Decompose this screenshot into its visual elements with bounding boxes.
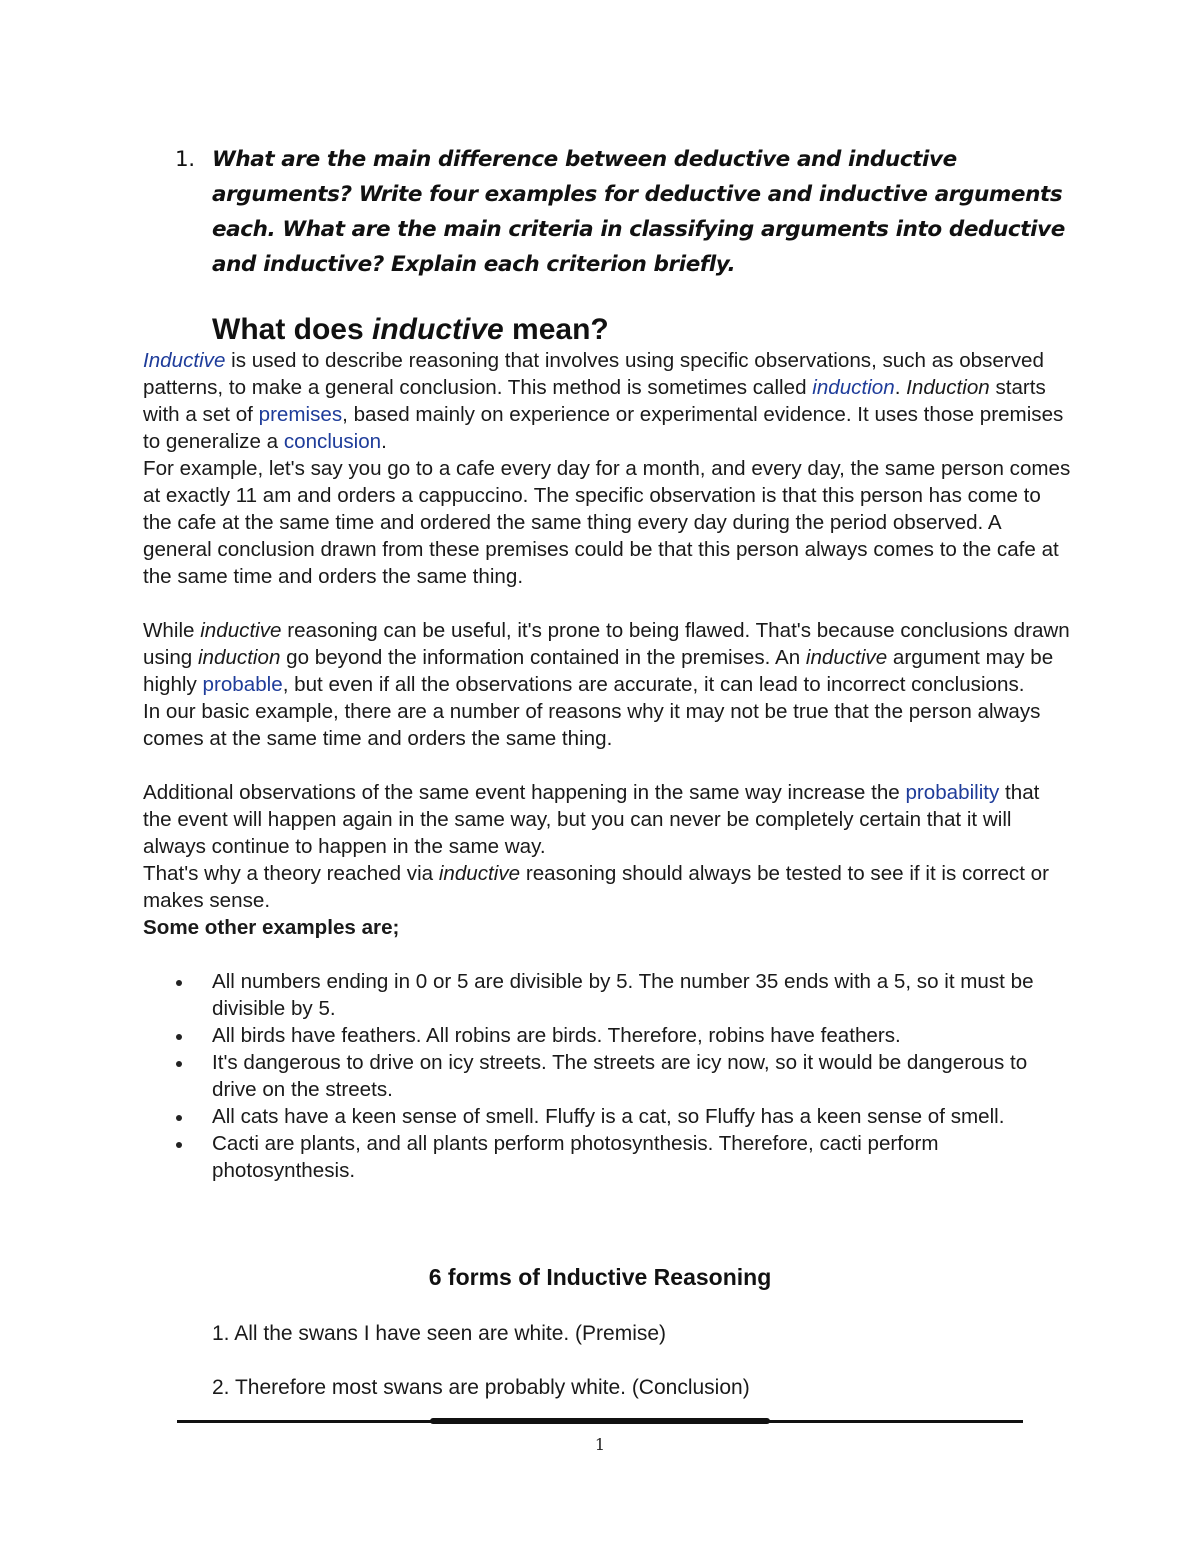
bullet-icon <box>176 980 182 986</box>
para1-text-5: . <box>381 430 387 453</box>
para5-text-2: that the event will happen again in the same way, but you can never be completely certain that it will always continue to happen in the same way. <box>143 781 1040 858</box>
bullet-icon <box>176 1034 182 1040</box>
paragraph-definition <box>143 347 1073 455</box>
example-text: All numbers ending in 0 or 5 are divisible by 5. The number 35 ends with a 5, so it must be divisible by 5. <box>212 970 1034 1020</box>
para3-inductive-2: inductive <box>805 646 888 669</box>
heading-part-1: What does <box>212 313 373 346</box>
para3-text-2: reasoning can be useful, it's prone to being flawed. That's because conclusions drawn using <box>143 619 1070 669</box>
forms-heading: 6 forms of Inductive Reasoning <box>428 1264 772 1290</box>
para1-text-2: . <box>894 376 907 399</box>
bullet-icon <box>176 1061 182 1067</box>
form-premise-line: 1. All the swans I have seen are white. (Premise) <box>212 1322 667 1345</box>
form-conclusion-line: 2. Therefore most swans are probably white. (Conclusion) <box>212 1376 750 1399</box>
examples-label: Some other examples are; <box>143 916 400 939</box>
question-text: What are the main difference between deductive and inductive arguments? Write four examples for deductive and inductive arguments each. What are the main criteria in classifying arguments into deductive and inductive? Explain each criterion briefly. <box>212 147 1065 277</box>
para3-text-4: argument may be highly <box>143 646 1054 696</box>
para1-induction: Induction <box>906 376 990 399</box>
example-text: All birds have feathers. All robins are birds. Therefore, robins have feathers. <box>212 1024 901 1047</box>
para3-text-5: , but even if all the observations are accurate, it can lead to incorrect conclusions. <box>282 673 1025 696</box>
question-block <box>175 142 1075 282</box>
para6-inductive: inductive <box>438 862 521 885</box>
para6-text-2: reasoning should always be tested to see if it is correct or makes sense. <box>143 862 1049 912</box>
para3-inductive-1: inductive <box>200 619 282 642</box>
list-item <box>143 968 1073 1022</box>
link-conclusion[interactable]: conclusion <box>283 430 382 453</box>
para3-induction: induction <box>197 646 281 669</box>
list-item <box>143 1130 1073 1184</box>
para1-text-3: starts with a set of <box>143 376 1046 426</box>
example-text: It's dangerous to drive on icy streets. The streets are icy now, so it would be dangerous to drive on the streets. <box>212 1051 1028 1101</box>
link-probability[interactable]: probability <box>905 781 1000 804</box>
question-number: 1. <box>175 147 195 172</box>
paragraph-example: For example, let's say you go to a cafe every day for a month, and every day, the same person comes at exactly 11 am and orders a cappuccino. The specific observation is that this person has come to the cafe at the same time and ordered the same thing every day during the period observed. A general conclusion drawn from these premises could be that this person always comes to the cafe at the same time and orders the same thing. <box>143 457 1071 588</box>
list-item <box>143 1103 1073 1130</box>
bullet-icon <box>176 1115 182 1121</box>
link-induction[interactable]: induction <box>812 376 895 399</box>
list-item <box>143 1022 1073 1049</box>
heading-emphasis: inductive <box>372 313 504 346</box>
link-inductive[interactable]: Inductive <box>143 349 226 372</box>
link-probable[interactable]: probable <box>202 673 283 696</box>
heading-part-3: mean? <box>503 313 609 346</box>
paragraph-theory <box>143 860 1073 914</box>
para5-text-1: Additional observations of the same event happening in the same way increase the <box>143 781 906 804</box>
para6-text-1: That's why a theory reached via <box>143 862 439 885</box>
example-text: Cacti are plants, and all plants perform photosynthesis. Therefore, cacti perform photosynthesis. <box>212 1132 939 1182</box>
paragraph-reasons: In our basic example, there are a number of reasons why it may not be true that the person always comes at the same time and orders the same thing. <box>143 700 1041 750</box>
link-premises[interactable]: premises <box>258 403 343 426</box>
footer-divider-center <box>430 1418 770 1424</box>
bullet-icon <box>176 1142 182 1148</box>
page-number: 1 <box>594 1435 606 1454</box>
para3-text-3: go beyond the information contained in the premises. An <box>280 646 806 669</box>
examples-list <box>143 968 1073 1184</box>
para1-text-4: , based mainly on experience or experimental evidence. It uses those premises to generalize a <box>143 403 1064 453</box>
paragraph-probability <box>143 779 1073 860</box>
example-text: All cats have a keen sense of smell. Fluffy is a cat, so Fluffy has a keen sense of smell. <box>212 1105 1005 1128</box>
para1-text-1: is used to describe reasoning that involves using specific observations, such as observed patterns, to make a general conclusion. This method is sometimes called <box>143 349 1044 399</box>
list-item <box>143 1049 1073 1103</box>
body-text <box>143 347 1073 1184</box>
section-heading <box>212 310 609 350</box>
paragraph-flawed <box>143 617 1073 698</box>
para3-text-1: While <box>143 619 201 642</box>
